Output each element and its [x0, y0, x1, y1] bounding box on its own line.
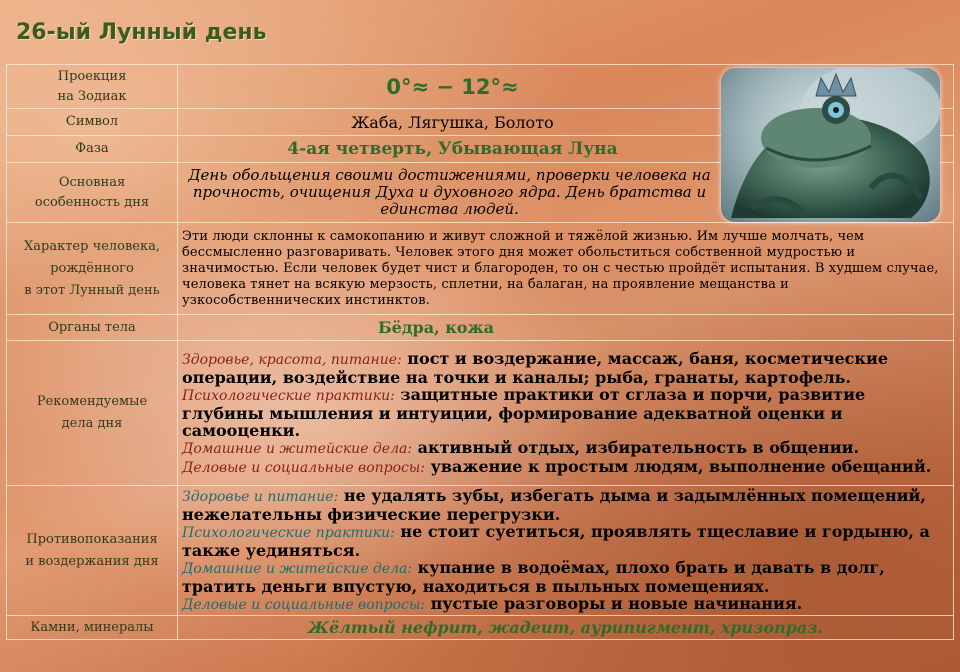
rec-health-text: пост и воздержание, массаж, баня, косметические операции, воздействие на точки и каналы; рыба, гранаты, картофель.: [182, 348, 888, 387]
label-zodiac: Проекция на Зодиак: [7, 65, 178, 109]
value-contra: [178, 486, 954, 616]
contra-business-text: пустые разговоры и новые начинания.: [425, 594, 803, 613]
contra-business-key: Деловые и социальные вопросы:: [182, 597, 426, 613]
row-stones: [7, 616, 954, 640]
frog-illustration: [721, 68, 940, 222]
value-recommended: [178, 341, 954, 486]
label-feature: Основная особенность дня: [7, 163, 178, 223]
row-organs: [7, 315, 954, 341]
contra-psych-key: Психологические практики:: [182, 525, 395, 541]
row-recommended: [7, 341, 954, 486]
rec-psych: [182, 386, 949, 439]
rec-psych-key: Психологические практики:: [182, 387, 395, 404]
rec-business-key: Деловые и социальные вопросы:: [182, 459, 426, 476]
rec-home: [182, 439, 949, 458]
rec-psych-text: защитные практики от сглаза и порчи, развитие глубины мышления и интуиции, формирование адекватной оценки и самооценки.: [182, 384, 866, 440]
rec-business: [182, 458, 949, 477]
label-character: Характер человека, рождённого в этот Лунный день: [7, 223, 178, 315]
contra-health: [182, 487, 949, 523]
contra-psych-text: не стоит суетиться, проявлять тщеславие и гордыню, а также уединяться.: [182, 522, 930, 560]
value-character: Эти люди склонны к самокопанию и живут сложной и тяжёлой жизнью. Им лучше молчать, чем бессмысленно разговаривать. Человек этого дня может обольститься собственной мудростью и значимостью. Если человек будет чист и благороден, то он с честью пройдёт испытания. В худшем случае, человека тянет на всякую мерзость, сплетни, на балаган, на проявление мещанства и узкособственнических инстинктов.: [178, 223, 954, 315]
contra-business: [182, 595, 949, 614]
value-symbol: Жаба, Лягушка, Болото: [178, 109, 954, 136]
contra-home: [182, 559, 949, 595]
contra-home-key: Домашние и житейские дела:: [182, 561, 413, 577]
contra-health-key: Здоровье и питание:: [182, 489, 339, 505]
label-symbol: Символ: [7, 109, 178, 136]
label-contra: Противопоказания и воздержания дня: [7, 486, 178, 616]
contra-psych: [182, 523, 949, 559]
value-phase: 4-ая четверть, Убывающая Луна: [178, 136, 954, 163]
rec-home-key: Домашние и житейские дела:: [182, 440, 413, 457]
row-character: [7, 223, 954, 315]
value-organs: Бёдра, кожа: [178, 315, 954, 341]
rec-health-key: Здоровье, красота, питание:: [182, 351, 402, 368]
rec-home-text: активный отдых, избирательность в общении.: [412, 437, 860, 457]
page-title: 26-ый Лунный день: [16, 20, 267, 45]
value-stones: Жёлтый нефрит, жадеит, аурипигмент, хризопраз.: [178, 616, 954, 640]
label-stones: Камни, минералы: [7, 616, 178, 640]
label-phase: Фаза: [7, 136, 178, 163]
value-zodiac: 0°≈ − 12°≈: [178, 65, 954, 109]
contra-home-text: купание в водоёмах, плохо брать и давать в долг, тратить деньги впустую, находиться в пыльных помещениях.: [182, 558, 885, 596]
frog-image: [721, 68, 940, 222]
label-recommended: Рекомендуемые дела дня: [7, 341, 178, 486]
rec-health: [182, 350, 949, 386]
contra-health-text: не удалять зубы, избегать дыма и задымлённых помещений, нежелательны физические перегрузки.: [182, 486, 926, 524]
value-feature: День обольщения своими достижениями, проверки человека на прочность, очищения Духа и духовного ядра. День братства и единства людей.: [178, 163, 954, 223]
row-contra: [7, 486, 954, 616]
rec-business-text: уважение к простым людям, выполнение обещаний.: [425, 456, 932, 476]
label-organs: Органы тела: [7, 315, 178, 341]
